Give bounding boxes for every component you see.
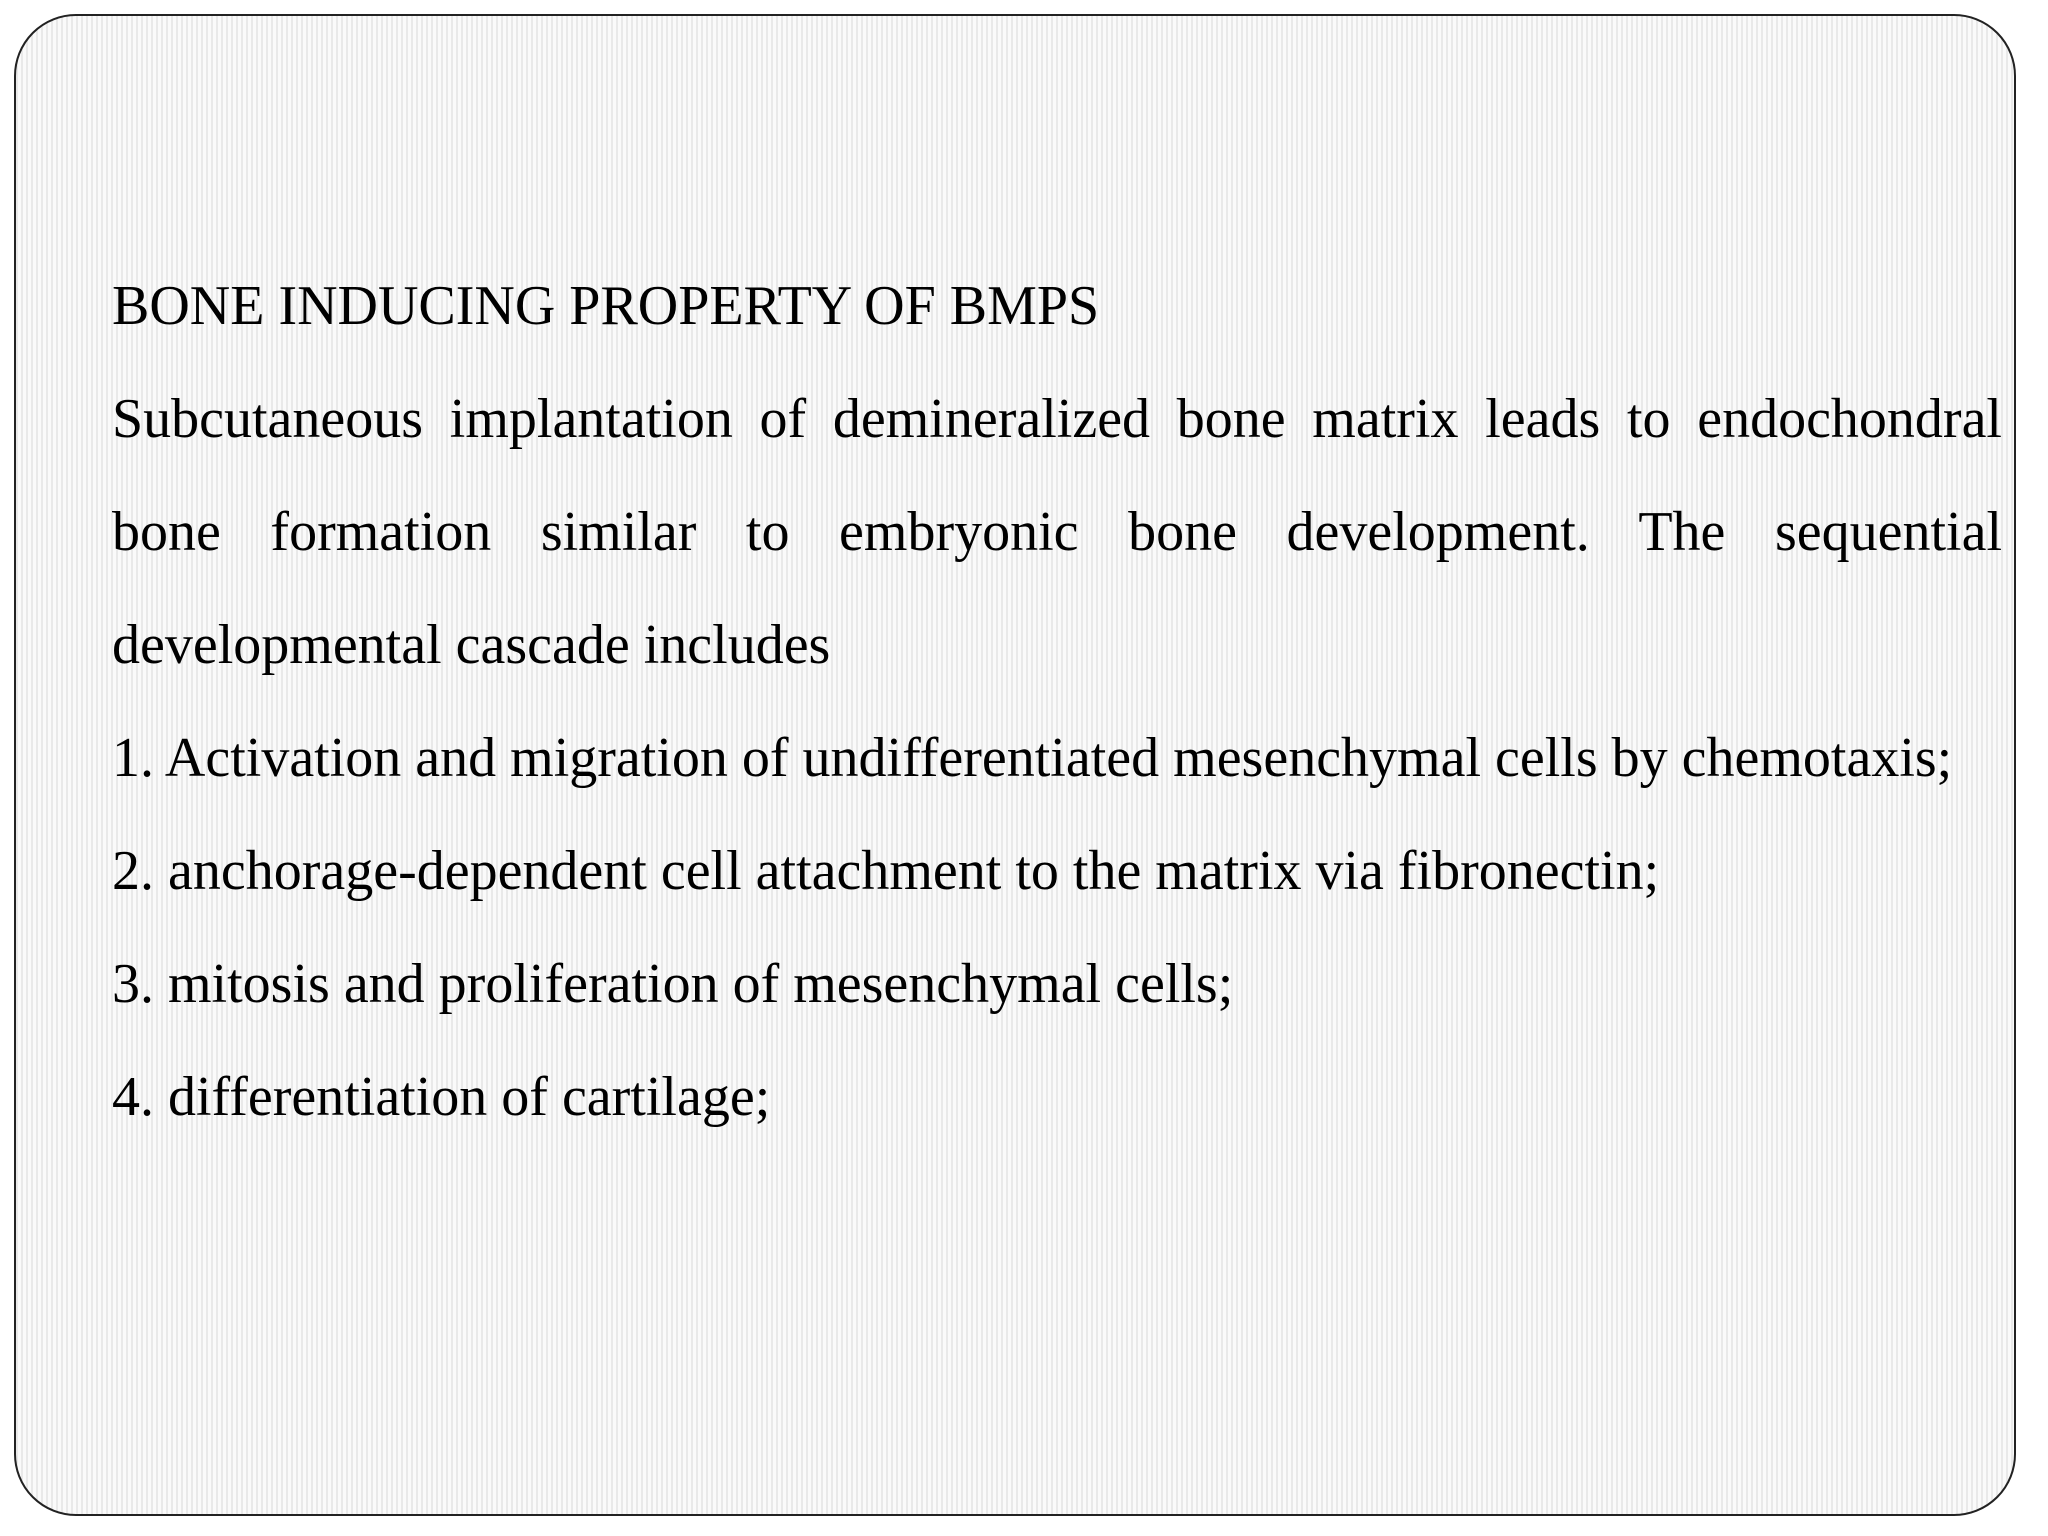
slide-content <box>112 250 2002 1154</box>
slide-frame <box>14 14 2016 1516</box>
intro-paragraph: Subcutaneous implantation of demineralized bone matrix leads to endochondral bone formation similar to embryonic bone development. The sequential developmental cascade includes <box>112 388 2002 676</box>
list-item: 1. Activation and migration of undifferentiated mesenchymal cells by chemotaxis; <box>112 727 1953 789</box>
slide-heading: BONE INDUCING PROPERTY OF BMPS <box>112 275 1100 337</box>
list-item: 3. mitosis and proliferation of mesenchymal cells; <box>112 953 1234 1015</box>
list-item: 4. differentiation of cartilage; <box>112 1066 771 1128</box>
list-item: 2. anchorage-dependent cell attachment to the matrix via fibronectin; <box>112 840 1660 902</box>
